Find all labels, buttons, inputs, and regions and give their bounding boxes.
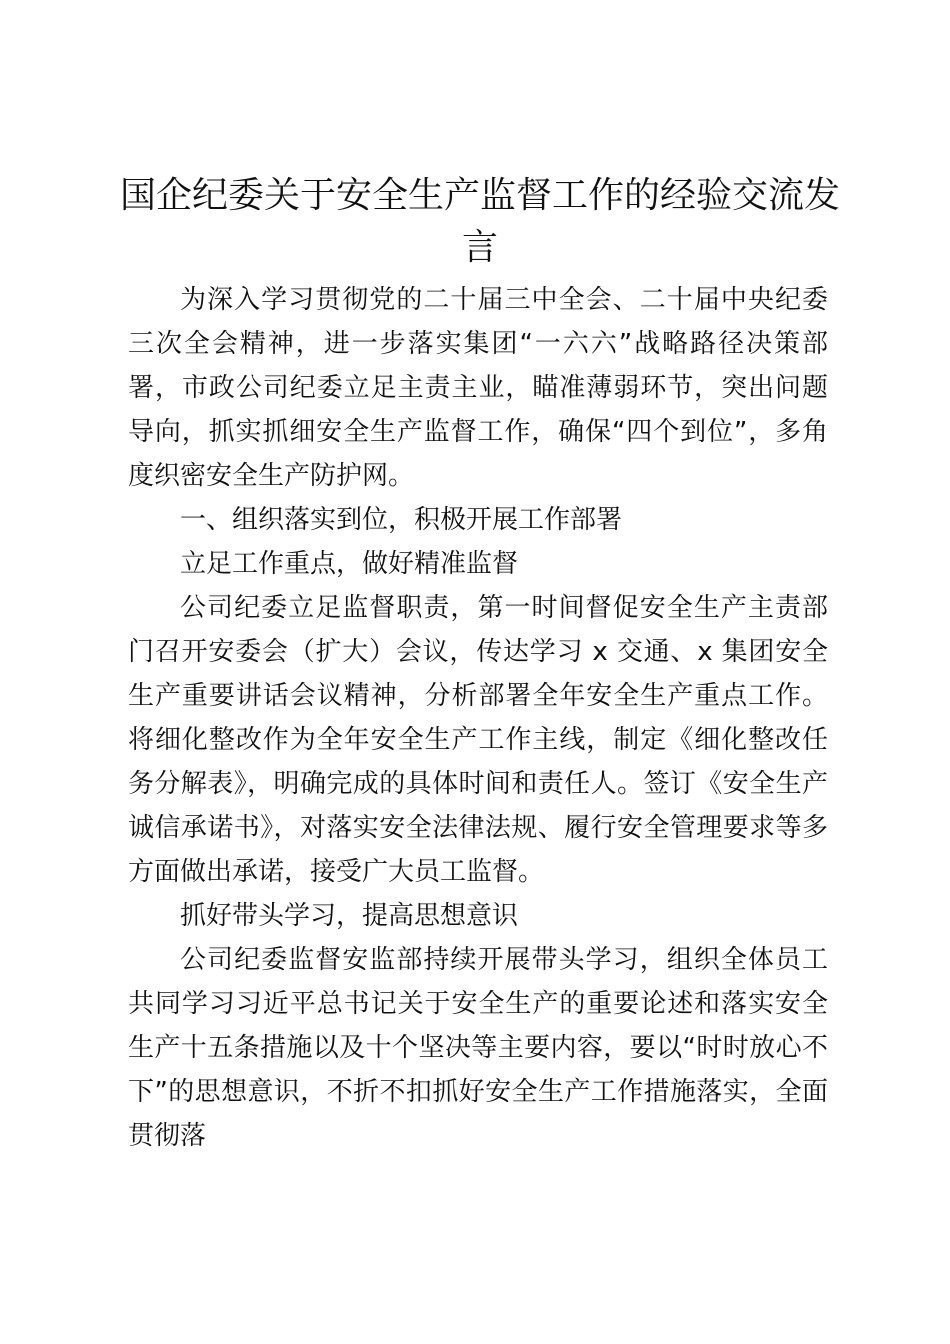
paragraph-supervision: 公司纪委立足监督职责，第一时间督促安全生产主责部门召开安委会（扩大）会议，传达学习 x 交通、x 集团安全生产重要讲话会议精神，分析部署全年安全生产重点工作。将细化整改作为全年安全生产工作主线，制定《细化整改任务分解表》，明确完成的具体时间和责任人。签订《安全生产诚信承诺书》，对落实安全法律法规、履行安全管理要求等多方面做出承诺，接受广大员工监督。 — [128, 593, 828, 887]
section-heading-1: 一、组织落实到位，积极开展工作部署 — [180, 505, 623, 535]
document-body — [128, 278, 828, 1158]
subheading-focus-supervision: 立足工作重点，做好精准监督 — [180, 549, 519, 579]
document-title: 国企纪委关于安全生产监督工作的经验交流发言 — [120, 175, 841, 268]
subheading-study: 抓好带头学习，提高思想意识 — [180, 901, 519, 931]
intro-paragraph: 为深入学习贯彻党的二十届三中全会、二十届中央纪委三次全会精神，进一步落实集团“一六六”战略路径决策部署，市政公司纪委立足主责主业，瞄准薄弱环节，突出问题导向，抓实抓细安全生产监督工作，确保“四个到位”，多角度织密安全生产防护网。 — [128, 285, 828, 491]
paragraph-study: 公司纪委监督安监部持续开展带头学习，组织全体员工共同学习习近平总书记关于安全生产的重要论述和落实安全生产十五条措施以及十个坚决等主要内容，要以“时时放心不下”的思想意识，不折不扣抓好安全生产工作措施落实，全面贯彻落 — [128, 945, 828, 1151]
